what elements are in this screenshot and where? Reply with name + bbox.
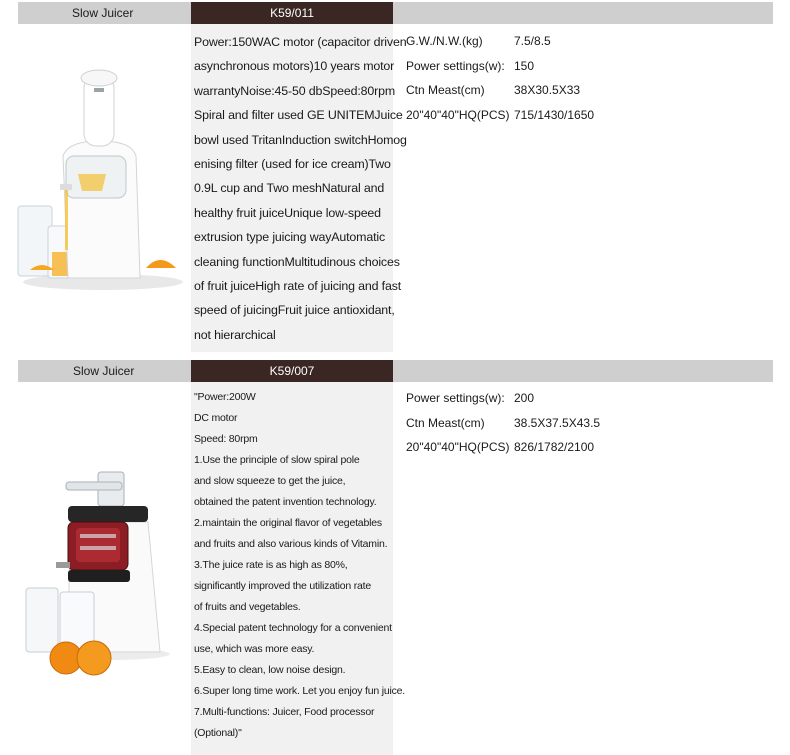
spec-label: Power settings(w): bbox=[406, 58, 505, 73]
description-line: cleaning functionMultitudinous choices bbox=[194, 254, 400, 269]
slow-juicer-white-illustration bbox=[8, 56, 188, 296]
product-2-name: Slow Juicer bbox=[73, 364, 135, 378]
spec-value: 7.5/8.5 bbox=[514, 34, 551, 48]
description-line: 0.9L cup and Two meshNatural and bbox=[194, 181, 385, 196]
spec-value: 38.5X37.5X43.5 bbox=[514, 415, 601, 430]
spec-row bbox=[406, 78, 766, 103]
description-line: DC motor bbox=[194, 412, 238, 424]
spec-label: Ctn Meast(cm) bbox=[406, 83, 485, 97]
description-line: obtained the patent invention technology. bbox=[194, 496, 377, 508]
spec-label: Ctn Meast(cm) bbox=[406, 415, 485, 430]
description-line: not hierarchical bbox=[194, 327, 276, 342]
description-line: healthy fruit juiceUnique low-speed bbox=[194, 205, 381, 220]
product-2-header-left bbox=[18, 360, 191, 382]
description-line: Power:150WAC motor (capacitor driven bbox=[194, 35, 407, 49]
description-line: of fruits and vegetables. bbox=[194, 601, 301, 613]
product-2-model-header bbox=[191, 360, 393, 382]
description-line: asynchronous motors)10 years motor bbox=[194, 59, 395, 74]
spec-row bbox=[406, 103, 766, 128]
description-line: 1.Use the principle of slow spiral pole bbox=[194, 454, 360, 466]
spec-row bbox=[406, 411, 766, 436]
description-line: extrusion type juicing wayAutomatic bbox=[194, 230, 386, 245]
product-2-image bbox=[20, 462, 170, 682]
description-line: significantly improved the utilization rate bbox=[194, 580, 371, 592]
slow-juicer-red-illustration bbox=[20, 462, 170, 682]
description-line: and slow squeeze to get the juice, bbox=[194, 475, 346, 487]
product-1-name: Slow Juicer bbox=[72, 6, 134, 20]
spec-value: 715/1430/1650 bbox=[514, 107, 595, 122]
spec-value: 826/1782/2100 bbox=[514, 440, 595, 454]
product-1-model: K59/011 bbox=[270, 6, 314, 20]
product-2-description-panel bbox=[191, 382, 406, 755]
spec-row bbox=[406, 386, 766, 411]
spec-value: 38X30.5X33 bbox=[514, 83, 581, 97]
spec-row bbox=[406, 54, 766, 79]
description-line: Speed: 80rpm bbox=[194, 433, 258, 445]
product-1-image bbox=[8, 56, 188, 296]
description-line: 4.Special patent technology for a convenient bbox=[194, 622, 392, 634]
description-line: speed of juicingFruit juice antioxidant, bbox=[194, 303, 395, 318]
product-1-description bbox=[191, 24, 407, 347]
product-2-description bbox=[191, 382, 406, 744]
description-line: "Power:200W bbox=[194, 391, 256, 403]
product-1-header-left bbox=[18, 2, 191, 24]
description-line: 5.Easy to clean, low noise design. bbox=[194, 664, 346, 676]
description-line: 7.Multi-functions: Juicer, Food processor bbox=[194, 706, 375, 718]
description-line: use, which was more easy. bbox=[194, 643, 315, 655]
spec-label: 20"40"40"HQ(PCS) bbox=[406, 107, 510, 122]
description-line: 3.The juice rate is as high as 80%, bbox=[194, 559, 348, 571]
spec-label: 20"40"40"HQ(PCS) bbox=[406, 440, 510, 454]
product-2-header-right bbox=[393, 360, 773, 382]
spec-label: Power settings(w): bbox=[406, 391, 505, 405]
spec-label: G.W./N.W.(kg) bbox=[406, 34, 483, 48]
product-2-model: K59/007 bbox=[269, 364, 315, 378]
description-line: warrantyNoise:45-50 dbSpeed:80rpm bbox=[194, 83, 395, 98]
spec-value: 150 bbox=[514, 58, 535, 73]
description-line: bowl used TritanInduction switchHomog bbox=[194, 132, 407, 147]
description-line: Spiral and filter used GE UNITEMJuice bbox=[194, 108, 403, 123]
description-line: 2.maintain the original flavor of vegetables bbox=[194, 517, 382, 529]
product-1-specs bbox=[406, 29, 766, 127]
product-1-model-header bbox=[191, 2, 393, 24]
description-line: and fruits and also various kinds of Vitamin. bbox=[194, 538, 388, 550]
description-line: 6.Super long time work. Let you enjoy fun juice. bbox=[194, 685, 406, 697]
description-line: of fruit juiceHigh rate of juicing and fast bbox=[194, 279, 402, 294]
product-1-header-right bbox=[393, 2, 773, 24]
spec-value: 200 bbox=[514, 391, 535, 405]
spec-row bbox=[406, 435, 766, 460]
product-2-specs bbox=[406, 386, 766, 460]
spec-row bbox=[406, 29, 766, 54]
description-line: enising filter (used for ice cream)Two bbox=[194, 157, 391, 172]
product-1-description-panel bbox=[191, 24, 407, 352]
description-line: (Optional)" bbox=[194, 727, 242, 739]
